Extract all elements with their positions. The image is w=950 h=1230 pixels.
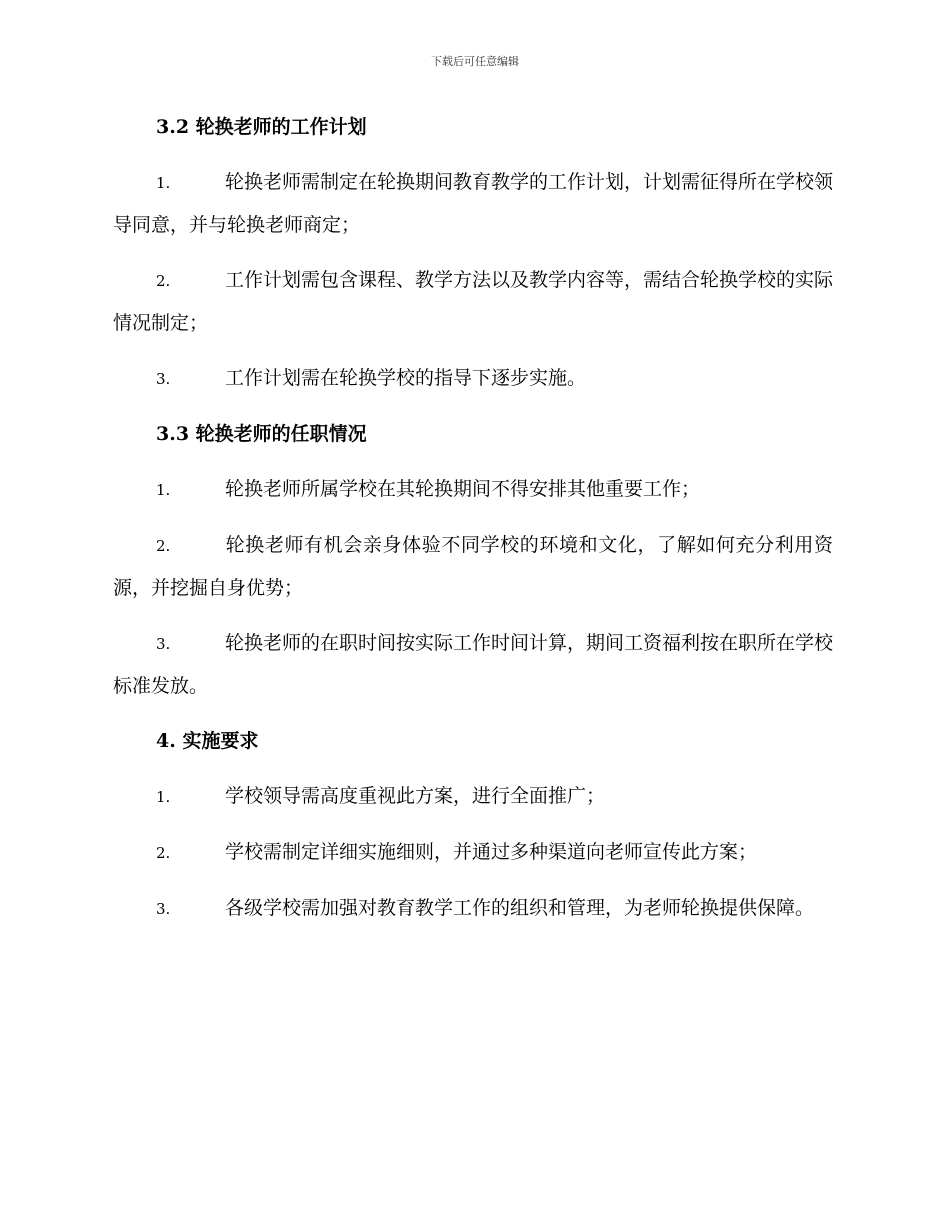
list-item-number: 3. — [156, 370, 171, 388]
list-item-number: 1. — [156, 174, 171, 192]
list-item-number: 1. — [156, 788, 171, 806]
list-item — [113, 468, 833, 511]
list-item-text: 学校领导需高度重视此方案，进行全面推广； — [225, 785, 606, 807]
list-item — [113, 622, 833, 707]
list-item-text: 工作计划需包含课程、教学方法以及教学内容等，需结合轮换学校的实际情况制定； — [113, 269, 834, 334]
list-item — [113, 357, 833, 400]
list-item — [113, 831, 833, 874]
list-item-text: 学校需制定详细实施细则，并通过多种渠道向老师宣传此方案； — [225, 841, 758, 863]
list-item-number: 2. — [156, 537, 171, 555]
list-item-number: 2. — [156, 844, 171, 862]
list-item-text: 各级学校需加强对教育教学工作的组织和管理，为老师轮换提供保障。 — [225, 897, 815, 919]
list-item-number: 3. — [156, 900, 171, 918]
list-item-number: 1. — [156, 481, 171, 499]
page-header: 下载后可任意编辑 — [431, 55, 519, 68]
list-item — [113, 775, 833, 818]
list-item-text: 轮换老师有机会亲身体验不同学校的环境和文化，了解如何充分利用资源，并挖掘自身优势； — [113, 534, 833, 599]
document-body — [113, 106, 833, 943]
list-item — [113, 161, 833, 246]
list-item-text: 轮换老师所属学校在其轮换期间不得安排其他重要工作； — [225, 478, 701, 500]
list-item-text: 轮换老师的在职时间按实际工作时间计算，期间工资福利按在职所在学校标准发放。 — [113, 632, 834, 697]
list-item — [113, 259, 833, 344]
list-item-number: 3. — [156, 635, 171, 653]
section-heading: 4. 实施要求 — [156, 730, 259, 752]
list-item-text: 轮换老师需制定在轮换期间教育教学的工作计划，计划需征得所在学校领导同意，并与轮换老师商定； — [113, 171, 834, 236]
section-heading: 3.3 轮换老师的任职情况 — [156, 423, 367, 445]
section-heading: 3.2 轮换老师的工作计划 — [156, 116, 367, 138]
list-item-text: 工作计划需在轮换学校的指导下逐步实施。 — [225, 367, 587, 389]
list-item — [113, 887, 833, 930]
list-item-number: 2. — [156, 272, 171, 290]
list-item — [113, 524, 833, 609]
